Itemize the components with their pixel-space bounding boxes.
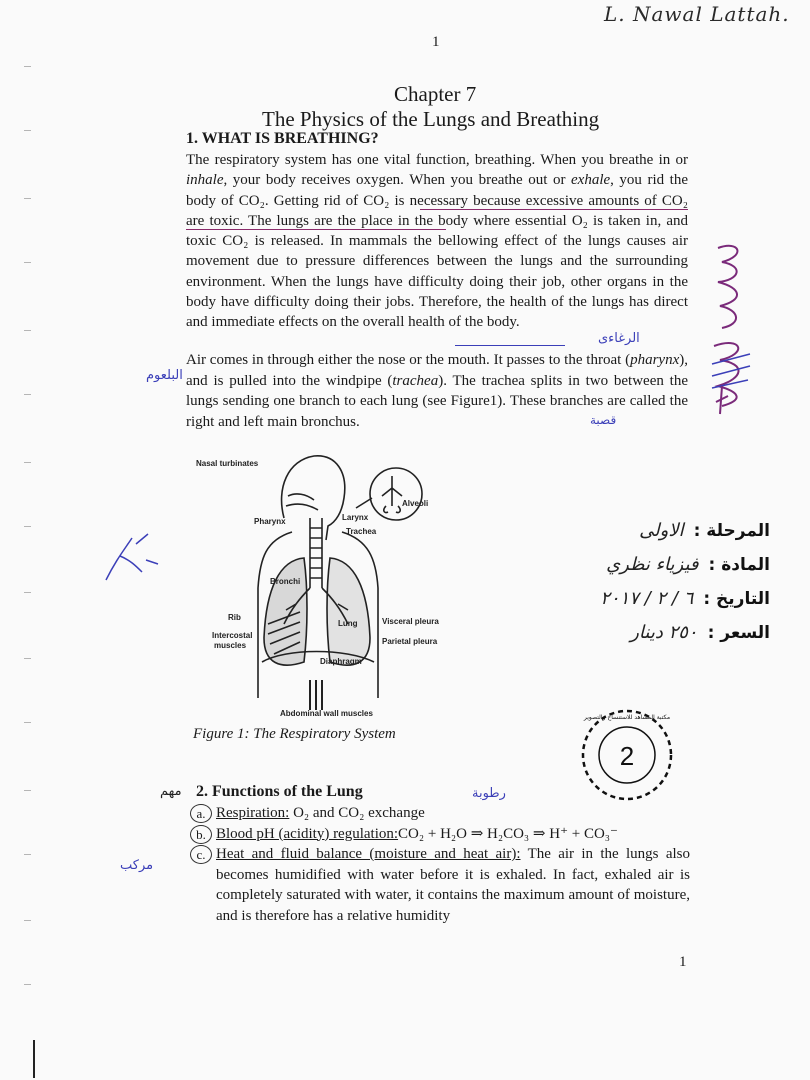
margin-doodle xyxy=(96,520,166,590)
pen-underline xyxy=(420,209,688,210)
label-larynx: Larynx xyxy=(342,513,369,522)
annotation-compound-arabic: مركب xyxy=(120,858,154,873)
label-bronchi: Bronchi xyxy=(270,577,301,586)
list-marker: a. xyxy=(190,804,212,823)
annotation-bronchus-arabic: قصبة xyxy=(590,413,617,427)
pen-underline xyxy=(186,229,446,230)
stamp-number: 2 xyxy=(619,741,635,771)
item-title: Heat and fluid balance (moisture and heat air): xyxy=(216,846,521,862)
course-info-block xyxy=(530,520,770,656)
page-number-top: 1 xyxy=(432,34,440,50)
label-muscles: muscles xyxy=(214,641,247,650)
stage-value: الاولى xyxy=(639,520,684,541)
functions-list xyxy=(190,803,690,926)
list-marker: b. xyxy=(190,825,212,844)
label-pharynx: Pharynx xyxy=(254,517,286,526)
stage-label: المرحلة : xyxy=(693,521,770,541)
section1-paragraph2: Air comes in through either the nose or the mouth. It passes to the throat (pharynx), and is pulled into the windpipe (trachea). The trachea splits in two between the lungs sending one branch to each lung (see Figure1). These branches are called the right and left main bronchus. xyxy=(186,352,688,430)
list-item-respiration xyxy=(190,803,690,824)
stamp-text: مكتبة المشاهد للاستنساخ والتصوير xyxy=(583,714,671,721)
label-intercostal: Intercostal xyxy=(212,631,253,640)
label-abdominal-wall: Abdominal wall muscles xyxy=(280,709,373,718)
item-text: The air in the lungs also becomes humidified with water before it is exhaled. In fact, exhaled air is completely saturated with water, it contains the maximum amount of moisture, and is therefore has a relative humidity xyxy=(216,846,691,924)
item-text: O₂ and CO₂ exchange xyxy=(289,805,425,821)
page-number-bottom: 1 xyxy=(679,954,687,970)
annotation-throat-arabic: البلعوم xyxy=(146,368,183,383)
course-info-stage xyxy=(530,520,770,554)
course-info-price xyxy=(530,622,770,656)
chapter-label: Chapter 7 xyxy=(394,82,477,106)
label-parietal-pleura: Parietal pleura xyxy=(382,637,438,646)
label-diaphragm: Diaphragm xyxy=(320,657,362,666)
section2-heading: 2. Functions of the Lung xyxy=(196,783,363,800)
list-item-heat-fluid xyxy=(190,844,690,926)
course-info-subject xyxy=(530,554,770,588)
label-visceral-pleura: Visceral pleura xyxy=(382,617,439,626)
label-nasal-turbinates: Nasal turbinates xyxy=(196,459,259,468)
margin-scribble-drawing xyxy=(700,236,760,426)
paragraph1-text: The respiratory system has one vital function, breathing. When you breathe in or inhale, your body receives oxygen. When you breathe out or exhale, you rid the body of CO₂. Getting rid of CO₂ is necessary because excessive amounts of CO₂ are toxic. The lungs are the place in the body where essential O₂ is taken in, and toxic CO₂ is released. In mammals the bellowing effect of the lungs causes air movement due to pressure differences between the lungs and the surrounding environment. When the lungs have difficulty doing their job, other organs in the body have difficulty doing their jobs. Therefore, the health of the lungs has direct and immediate effects on the overall health of the body. xyxy=(186,152,688,331)
annotation-margin-arabic: مهم xyxy=(160,784,182,799)
label-lung: Lung xyxy=(338,619,358,628)
respiratory-system-figure xyxy=(196,448,456,723)
list-marker: c. xyxy=(190,845,212,864)
chapter-title: The Physics of the Lungs and Breathing xyxy=(262,107,600,131)
list-item-ph-regulation xyxy=(190,824,690,845)
item-title: Respiration: xyxy=(216,805,290,821)
handwritten-author-name: L. Nawal Lattah. xyxy=(604,2,790,26)
course-info-date xyxy=(530,588,770,622)
label-trachea: Trachea xyxy=(346,527,377,536)
section1-paragraph1 xyxy=(186,150,688,333)
date-label: التاريخ : xyxy=(703,589,770,609)
pen-underline xyxy=(455,345,565,346)
price-label: السعر : xyxy=(707,623,770,643)
item-title: Blood pH (acidity) regulation: xyxy=(216,825,399,842)
label-alveoli: Alveoli xyxy=(402,499,429,508)
section1-heading: 1. WHAT IS BREATHING? xyxy=(186,130,379,147)
date-value: ٦ / ٢ / ٢٠١٧ xyxy=(600,588,694,609)
price-value: ٢٥٠ دينار xyxy=(630,622,698,643)
print-shop-stamp xyxy=(572,705,682,805)
annotation-humidity-arabic: رطوبة xyxy=(472,786,506,801)
figure-caption: Figure 1: The Respiratory System xyxy=(193,726,396,742)
item-text: CO₂ + H₂O ⇒ H₂CO₃ ⇒ H⁺ + CO₃⁻ xyxy=(398,825,618,842)
subject-label: المادة : xyxy=(708,555,770,575)
subject-value: فيزياء نظري xyxy=(606,554,699,575)
annotation-breathing-arabic: الرغاءى xyxy=(598,331,640,346)
label-rib: Rib xyxy=(228,613,241,622)
right-lung xyxy=(327,558,370,665)
